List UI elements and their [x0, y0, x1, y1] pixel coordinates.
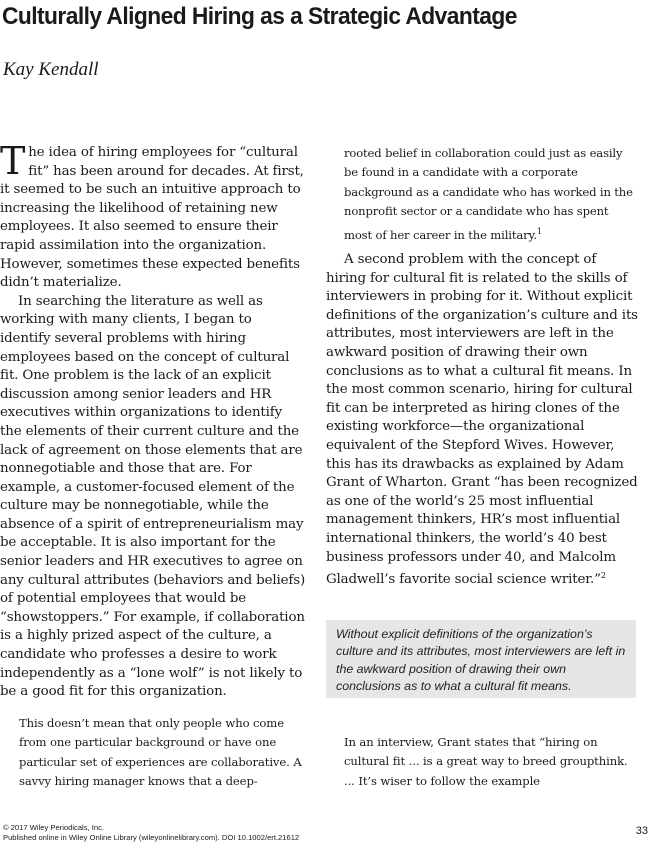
pull-quote: Without explicit definitions of the organization’s culture and its attributes, most interviewers are left in the awkward position of drawing their own conclusions as to what a cultural fit means.	[326, 620, 636, 698]
footnote-marker: 1	[536, 226, 542, 236]
intro-paragraph	[0, 139, 306, 293]
body-paragraph	[326, 251, 638, 590]
continued-paragraph: rooted belief in collaboration could just as easily be found in a candidate with a corporate background as a candidate who has worked in the nonprofit sector or a candidate who has spent most of her career in the military.	[344, 146, 633, 242]
drop-cap: T	[0, 139, 26, 183]
page-number: 33	[635, 825, 648, 837]
copyright-line: © 2017 Wiley Periodicals, Inc.	[3, 823, 104, 832]
article-author: Kay Kendall	[3, 59, 99, 80]
body-paragraph: In searching the literature as well as working with many clients, I began to identify several problems with hiring employees based on the concept of cultural fit. One problem is the lack of an explicit discussion among senior leaders and HR executives within organizations to identify the elements of their current culture and the lack of agreement on those elements that are nonnegotiable and those that are. For example, a customer-focused element of the culture may be nonnegotiable, while the absence of a spirit of entrepreneurialism may be acceptable. It is also important for the senior leaders and HR executives to agree on any cultural attributes (behaviors and beliefs) of potential employees that would be “showstoppers.” For example, if collaboration is a highly prized aspect of the culture, a candidate who professes a desire to work independently as a “lone wolf” is not likely to be a good fit for this organization.	[0, 293, 306, 700]
footer-info	[3, 823, 299, 843]
article-title: Culturally Aligned Hiring as a Strategic Advantage	[2, 3, 517, 30]
right-column	[326, 251, 638, 590]
right-column-opening	[344, 144, 634, 245]
intro-paragraph-text: he idea of hiring employees for “cultural fit” has been around for decades. At first, it seemed to be such an intuitive approach to increasing the likelihood of retaining new employees. It also seemed to ensure their rapid assimilation into the organization. However, sometimes these expected benefits didn’t materialize.	[0, 145, 304, 291]
publication-line: Published online in Wiley Online Library (wileyonlinelibrary.com). DOI 10.1002/ert.21612	[3, 833, 300, 842]
left-column-continuation: This doesn’t mean that only people who come from one particular background or have one particular set of experiences are collaborative. A savvy hiring manager knows that a deep-	[19, 716, 302, 789]
footnote-marker: 2	[600, 571, 606, 581]
left-column	[0, 139, 306, 702]
right-column-continuation: In an interview, Grant states that “hiring on cultural fit ... is a great way to breed groupthink. ... It’s wiser to follow the example	[344, 735, 628, 788]
body-paragraph-text: A second problem with the concept of hiring for cultural fit is related to the skills of interviewers in probing for it. Without explicit definitions of the organization’s culture and its attributes, most interviewers are left in the awkward position of drawing their own conclusions as to what a cultural fit means. In the most common scenario, hiring for cultural fit can be interpreted as hiring clones of the existing workforce—the organizational equivalent of the Stepford Wives. However, this has its drawbacks as explained by Adam Grant of Wharton. Grant “has been recognized as one of the world’s 25 most influential management thinkers, HR’s most influential international thinkers, the world’s 40 best business professors under 40, and Malcolm Gladwell’s favorite social science writer.”	[326, 252, 638, 588]
